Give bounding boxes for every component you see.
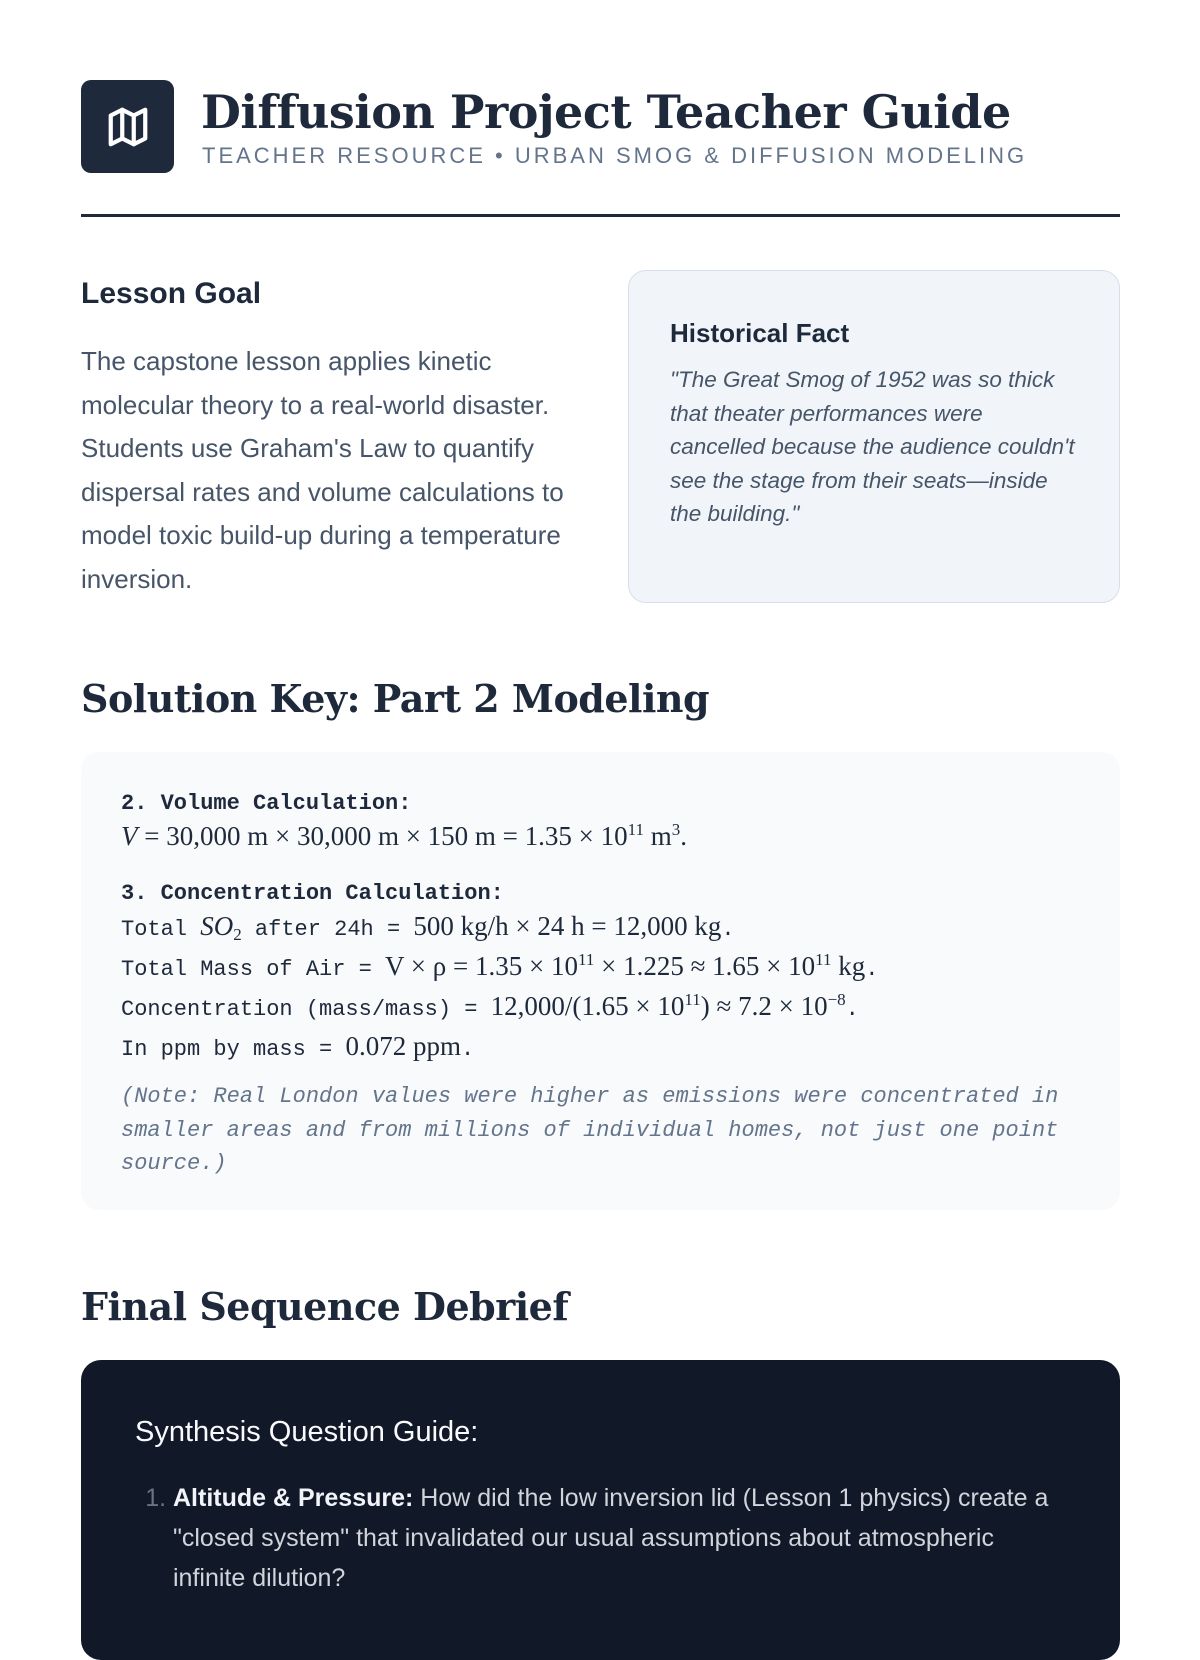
concentration-exp-b: −8 — [827, 990, 846, 1009]
solution-key-box — [81, 752, 1120, 1210]
synthesis-question-list — [135, 1478, 1066, 1598]
air-mass-period: . — [865, 957, 879, 982]
solution-key-heading: Solution Key: Part 2 Modeling — [81, 676, 710, 721]
map-icon — [105, 104, 151, 150]
header-divider — [81, 214, 1120, 217]
ppm-period: . — [460, 1037, 475, 1062]
historical-fact-heading: Historical Fact — [670, 318, 850, 348]
synthesis-guide-card — [81, 1360, 1120, 1660]
air-mass-exp-a: 11 — [577, 950, 595, 969]
volume-period: . — [680, 821, 688, 851]
page-title: Diffusion Project Teacher Guide — [201, 85, 1011, 139]
volume-unit: m — [644, 821, 672, 851]
historical-fact-quote: "The Great Smog of 1952 was so thick that theater performances were cancelled because the audience couldn't see the stage from their seats—inside the building." — [670, 367, 1075, 526]
debrief-heading: Final Sequence Debrief — [81, 1284, 569, 1329]
question-text: How did the low inversion lid (Lesson 1 physics) create a "closed system" that invalidated our usual assumptions about atmospheric infinite dilution? — [173, 1484, 1049, 1592]
air-mass-eq-c: kg — [831, 951, 866, 981]
volume-equation-body: = 30,000 m × 30,000 m × 150 m = 1.35 × 10 — [137, 821, 628, 851]
air-mass-exp-b: 11 — [815, 950, 832, 969]
lesson-goal-section — [81, 268, 571, 601]
ppm-line — [121, 1028, 1080, 1068]
concentration-period: . — [845, 997, 859, 1022]
ppm-prefix: In ppm by mass = — [121, 1037, 346, 1062]
concentration-eq-b: ) ≈ 7.2 × 10 — [700, 991, 828, 1021]
concentration-eq-a: 12,000/(1.65 × 10 — [490, 991, 685, 1021]
total-so2-line — [121, 908, 1080, 948]
volume-unit-exponent: 3 — [671, 820, 681, 839]
synthesis-guide-title: Synthesis Question Guide: — [135, 1416, 479, 1448]
total-so2-mid: after 24h = — [241, 917, 414, 942]
air-mass-prefix: Total Mass of Air = — [121, 957, 386, 982]
lesson-goal-heading: Lesson Goal — [81, 277, 262, 310]
concentration-calculation-label: 3. Concentration Calculation: — [121, 881, 504, 906]
historical-fact-card — [628, 270, 1120, 603]
total-so2-period: . — [721, 917, 735, 942]
page-subtitle: TEACHER RESOURCE • URBAN SMOG & DIFFUSION MODELING — [202, 143, 1028, 168]
volume-symbol: V — [121, 821, 138, 851]
so2-species: SO — [200, 911, 234, 941]
ppm-equation: 0.072 ppm — [345, 1031, 461, 1061]
so2-subscript: 2 — [233, 925, 242, 944]
volume-equation — [121, 818, 1080, 858]
volume-exponent: 11 — [627, 820, 645, 839]
lesson-goal-text: The capstone lesson applies kinetic molecular theory to a real-world disaster. Students use Graham's Law to quantify dispersal rates and volume calculations to model toxic build-up during a temperature inversion. — [81, 346, 564, 594]
page-header — [81, 80, 1120, 216]
concentration-exp-a: 11 — [684, 990, 701, 1009]
volume-calculation-label: 2. Volume Calculation: — [121, 791, 412, 816]
air-mass-eq-b: × 1.225 ≈ 1.65 × 10 — [594, 951, 816, 981]
synthesis-question-item — [173, 1478, 1066, 1598]
solution-note: (Note: Real London values were higher as emissions were concentrated in smaller areas and from millions of individual homes, not just one point source.) — [121, 1084, 1059, 1176]
logo-badge — [81, 80, 174, 173]
concentration-block — [121, 880, 1080, 1068]
air-mass-line — [121, 948, 1080, 988]
total-so2-equation: 500 kg/h × 24 h = 12,000 kg — [413, 911, 722, 941]
total-so2-prefix: Total — [121, 917, 201, 942]
air-mass-eq-a: V × ρ = 1.35 × 10 — [385, 951, 578, 981]
concentration-prefix: Concentration (mass/mass) = — [121, 997, 491, 1022]
question-label: Altitude & Pressure: — [173, 1484, 414, 1512]
concentration-line — [121, 988, 1080, 1028]
